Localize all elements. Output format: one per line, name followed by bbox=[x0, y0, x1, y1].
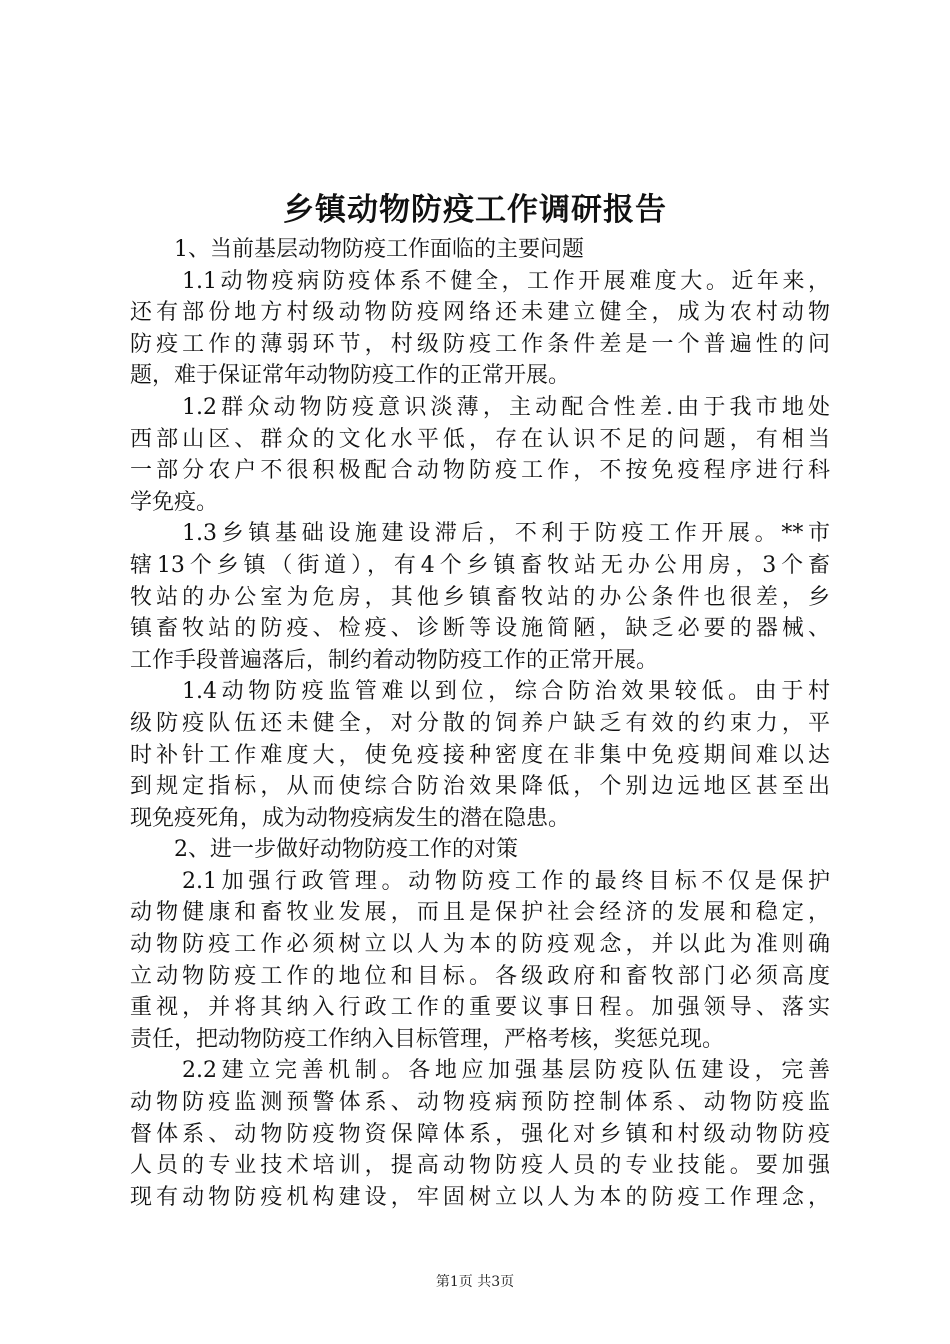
text-line: 重视，并将其纳入行政工作的重要议事日程。加强领导、落实 bbox=[130, 995, 830, 1021]
text-line: 1.3乡镇基础设施建设滞后，不利于防疫工作开展。**市 bbox=[182, 521, 830, 547]
text-line: 到规定指标，从而使综合防治效果降低，个别边远地区甚至出 bbox=[130, 774, 830, 800]
text-line: 督体系、动物防疫物资保障体系，强化对乡镇和村级动物防疫 bbox=[130, 1121, 830, 1147]
text-line: 立动物防疫工作的地位和目标。各级政府和畜牧部门必须高度 bbox=[130, 963, 830, 989]
document-body bbox=[130, 234, 830, 1213]
text-line: 辖13个乡镇（街道），有4个乡镇畜牧站无办公用房，3个畜 bbox=[130, 552, 830, 578]
text-line: 时补针工作难度大，使免疫接种密度在非集中免疫期间难以达 bbox=[130, 742, 830, 768]
text-line: 学免疫。 bbox=[130, 489, 219, 515]
text-line: 西部山区、群众的文化水平低，存在认识不足的问题，有相当 bbox=[130, 426, 830, 452]
text-line: 2.1加强行政管理。动物防疫工作的最终目标不仅是保护 bbox=[182, 868, 830, 894]
text-line: 级防疫队伍还未健全，对分散的饲养户缺乏有效的约束力，平 bbox=[130, 710, 830, 736]
text-line: 防疫工作的薄弱环节，村级防疫工作条件差是一个普遍性的问 bbox=[130, 331, 830, 357]
text-line: 题，难于保证常年动物防疫工作的正常开展。 bbox=[130, 363, 571, 389]
text-line: 动物防疫工作必须树立以人为本的防疫观念，并以此为准则确 bbox=[130, 932, 830, 958]
text-line: 动物健康和畜牧业发展，而且是保护社会经济的发展和稳定， bbox=[130, 900, 830, 926]
text-line: 2.2建立完善机制。各地应加强基层防疫队伍建设，完善 bbox=[182, 1058, 830, 1084]
text-line: 人员的专业技术培训，提高动物防疫人员的专业技能。要加强 bbox=[130, 1153, 830, 1179]
text-line: 动物防疫监测预警体系、动物疫病预防控制体系、动物防疫监 bbox=[130, 1090, 830, 1116]
text-line: 镇畜牧站的防疫、检疫、诊断等设施简陋，缺乏必要的器械、 bbox=[130, 616, 830, 642]
text-line: 1.2群众动物防疫意识淡薄，主动配合性差.由于我市地处 bbox=[182, 394, 830, 420]
section-heading: 1、当前基层动物防疫工作面临的主要问题 bbox=[174, 237, 584, 262]
page-footer: 第1页 共3页 bbox=[435, 1274, 515, 1290]
text-line: 现免疫死角，成为动物疫病发生的潜在隐患。 bbox=[130, 805, 571, 831]
text-line: 1.1动物疫病防疫体系不健全，工作开展难度大。近年来， bbox=[182, 268, 830, 294]
text-line: 工作手段普遍落后，制约着动物防疫工作的正常开展。 bbox=[130, 647, 659, 673]
text-line: 现有动物防疫机构建设，牢固树立以人为本的防疫工作理念， bbox=[130, 1184, 830, 1210]
text-line: 还有部份地方村级动物防疫网络还未建立健全，成为农村动物 bbox=[130, 300, 830, 326]
text-line: 1.4动物防疫监管难以到位，综合防治效果较低。由于村 bbox=[182, 679, 830, 705]
text-line: 责任，把动物防疫工作纳入目标管理，严格考核，奖惩兑现。 bbox=[130, 1026, 725, 1052]
text-line: 牧站的办公室为危房，其他乡镇畜牧站的办公条件也很差，乡 bbox=[130, 584, 830, 610]
text-line: 一部分农户不很积极配合动物防疫工作，不按免疫程序进行科 bbox=[130, 458, 830, 484]
section-heading: 2、进一步做好动物防疫工作的对策 bbox=[174, 837, 518, 863]
document-title: 乡镇动物防疫工作调研报告 bbox=[283, 192, 667, 228]
